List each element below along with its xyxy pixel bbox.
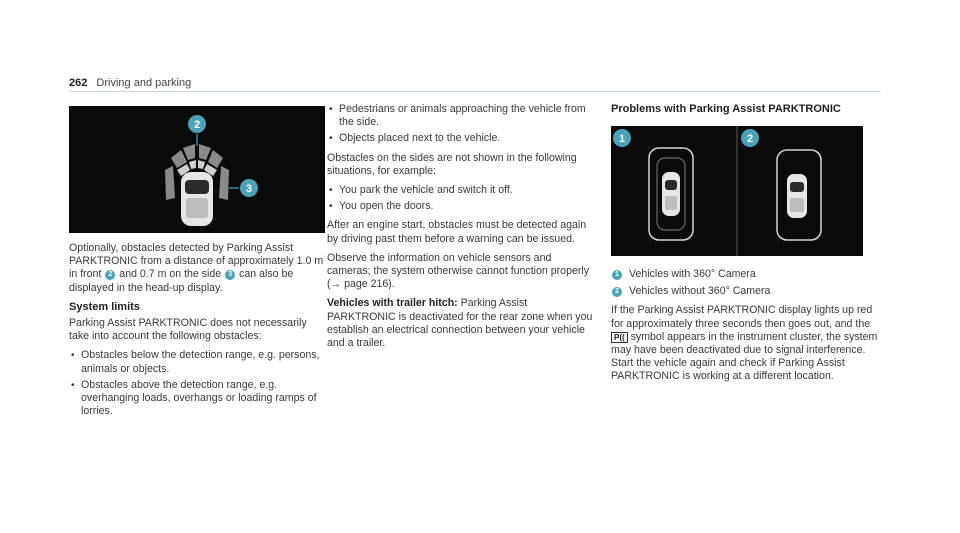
column-right	[611, 103, 881, 119]
column-left	[69, 242, 325, 424]
legend-item: 2 Vehicles without 360° Camera	[611, 285, 881, 298]
callout-badge: 3	[225, 270, 235, 280]
list-item: • Pedestrians or animals approaching the vehicle from the side.	[327, 103, 595, 129]
problem-paragraph: If the Parking Assist PARKTRONIC display lights up red for approximately three seconds then goes out, and the P(( symbol appears in the instrument cluster, the system may have been deactivated due to signal interference. Start the vehicle again and check if Parking Assist PARKTRONIC is working at a different location.	[611, 304, 878, 383]
sides-paragraph: Obstacles on the sides are not shown in the following situations, for example:	[327, 151, 577, 177]
svg-text:1: 1	[618, 133, 626, 145]
observe-paragraph: Observe the information on vehicle sensors and cameras; the system otherwise cannot function properly (→ page 216).	[327, 251, 590, 291]
column-middle	[327, 103, 595, 356]
section-title: Driving and parking	[96, 77, 192, 89]
header-divider	[69, 91, 881, 92]
hud-illustration	[69, 106, 325, 233]
hud-intro-paragraph: Optionally, obstacles detected by Parking Assist PARKTRONIC from a distance of approximately 1.0 m in front 2 and 0.7 m on the side 3 can also be displayed in the head-up display.	[69, 242, 324, 294]
system-limits-heading: System limits	[69, 300, 140, 313]
trailer-paragraph: Vehicles with trailer hitch: Parking Assist PARKTRONIC is deactivated for the rear zone when you establish an electrical connection between your vehicle and a trailer.	[327, 297, 593, 350]
engine-start-paragraph: After an engine start, obstacles must be detected again by driving past them before a warning can be issued.	[327, 219, 587, 245]
column-right-lower	[611, 268, 881, 390]
callout-badge: 2	[105, 270, 115, 280]
page-number: 262	[69, 77, 88, 89]
callout-badge: 2	[612, 287, 622, 297]
display-variants-illustration	[611, 126, 863, 256]
list-item: • Obstacles below the detection range, e.g. persons, animals or objects.	[69, 349, 325, 375]
parktronic-hud-figure	[69, 106, 325, 233]
svg-text:2: 2	[193, 119, 201, 131]
trailer-heading: Vehicles with trailer hitch:	[327, 297, 458, 310]
obstacle-list-continued	[327, 103, 595, 146]
list-item: • Objects placed next to the vehicle.	[327, 132, 595, 145]
legend-item: 1 Vehicles with 360° Camera	[611, 268, 881, 281]
parktronic-display-figure	[611, 126, 863, 256]
svg-text:2: 2	[746, 133, 754, 145]
list-item: • Obstacles above the detection range, e.g. overhanging loads, overhangs or loading ramps of lorries.	[69, 379, 325, 419]
running-header	[69, 77, 191, 89]
list-item: • You open the doors.	[327, 200, 595, 213]
list-item: • You park the vehicle and switch it off.	[327, 184, 595, 197]
obstacle-list	[69, 349, 325, 418]
callout-badge: 1	[612, 270, 622, 280]
problems-heading: Problems with Parking Assist PARKTRONIC	[611, 103, 841, 115]
svg-text:3: 3	[245, 183, 253, 195]
parktronic-off-icon: P((	[611, 332, 628, 343]
sides-list	[327, 184, 595, 213]
system-limits-paragraph: Parking Assist PARKTRONIC does not necessarily take into account the following obstacles:	[69, 317, 307, 343]
